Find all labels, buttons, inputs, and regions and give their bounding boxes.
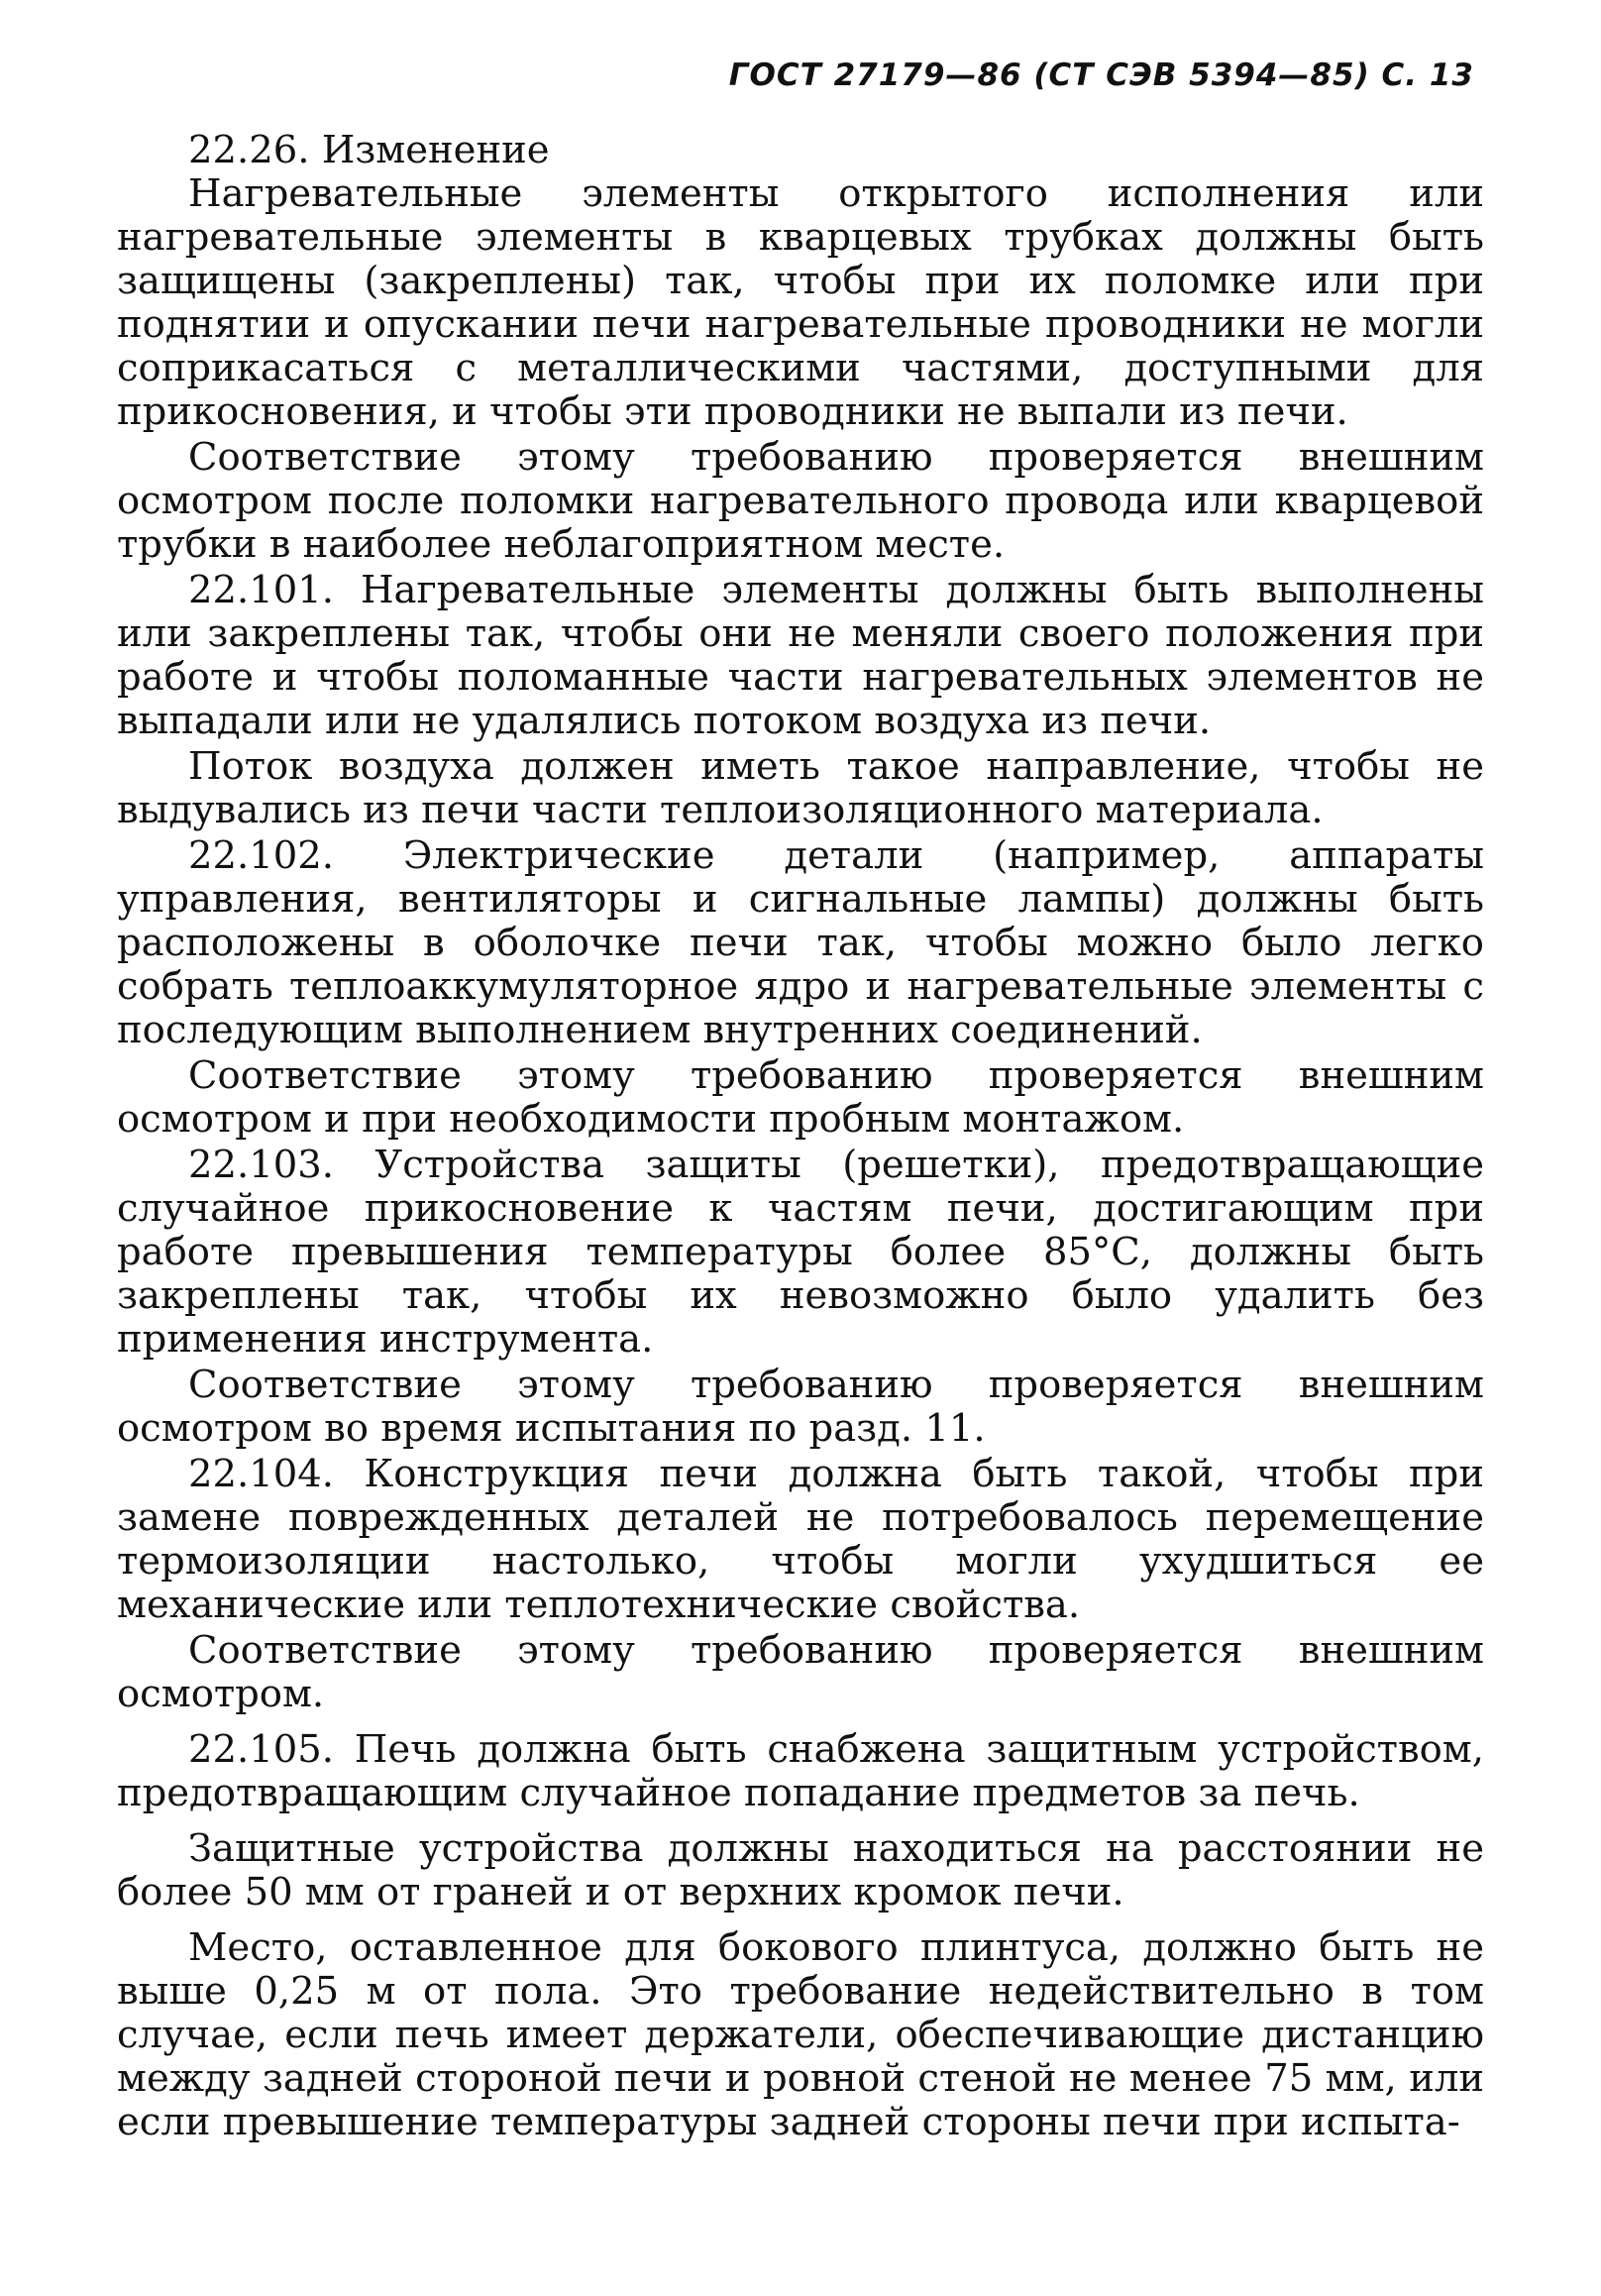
paragraph: Место, оставленное для бокового плинтуса, должно быть не выше 0,25 м от пола. Это требование недействительно в том случае, если печь имеет держатели, обеспечивающие дистанцию между задней стороной печи и ровной стеной не менее 75 мм, или если превышение температуры задней стороны печи при испыта- xyxy=(117,1925,1484,2144)
paragraph: Поток воздуха должен иметь такое направление, чтобы не выдувались из печи части теплоизоляционного материала. xyxy=(117,744,1484,832)
paragraph: 22.102. Электрические детали (например, аппараты управления, вентиляторы и сигнальные лампы) должны быть расположены в оболочке печи так, чтобы можно было легко собрать теплоаккумуляторное ядро и нагревательные элементы с последующим выполнением внутренних соединений. xyxy=(117,833,1484,1052)
paragraph: 22.101. Нагревательные элементы должны быть выполнены или закреплены так, чтобы они не меняли своего положения при работе и чтобы поломанные части нагревательных элементов не выпадали или не удалялись потоком воздуха из печи. xyxy=(117,568,1484,743)
paragraph: 22.103. Устройства защиты (решетки), предотвращающие случайное прикосновение к частям печи, достигающим при работе превышения температуры более 85°С, должны быть закреплены так, чтобы их невозможно было удалить без применения инструмента. xyxy=(117,1143,1484,1362)
paragraph: Соответствие этому требованию проверяется внешним осмотром во время испытания по разд. 11. xyxy=(117,1363,1484,1451)
paragraph: Соответствие этому требованию проверяется внешним осмотром после поломки нагревательного провода или кварцевой трубки в наиболее неблагоприятном месте. xyxy=(117,435,1484,567)
paragraph: Соответствие этому требованию проверяется внешним осмотром и при необходимости пробным монтажом. xyxy=(117,1053,1484,1142)
running-head: ГОСТ 27179—86 (СТ СЭВ 5394—85) С. 13 xyxy=(728,57,1474,93)
paragraph: Нагревательные элементы открытого исполнения или нагревательные элементы в кварцевых трубках должны быть защищены (закреплены) так, чтобы при их поломке или при поднятии и опускании печи нагревательные проводники не могли соприкасаться с металлическими частями, доступными для прикосновения, и чтобы эти проводники не выпали из печи. xyxy=(117,171,1484,434)
section-title: 22.26. Изменение xyxy=(188,128,550,172)
paragraph: 22.105. Печь должна быть снабжена защитным устройством, предотвращающим случайное попадание предметов за печь. xyxy=(117,1727,1484,1815)
paragraph: 22.104. Конструкция печи должна быть такой, чтобы при замене поврежденных деталей не потребовалось перемещение термоизоляции настолько, чтобы могли ухудшиться ее механические или теплотехнические свойства. xyxy=(117,1452,1484,1627)
paragraph: Защитные устройства должны находиться на расстоянии не более 50 мм от граней и от верхних кромок печи. xyxy=(117,1826,1484,1914)
paragraph: Соответствие этому требованию проверяется внешним осмотром. xyxy=(117,1628,1484,1716)
document-page xyxy=(117,57,1484,2146)
